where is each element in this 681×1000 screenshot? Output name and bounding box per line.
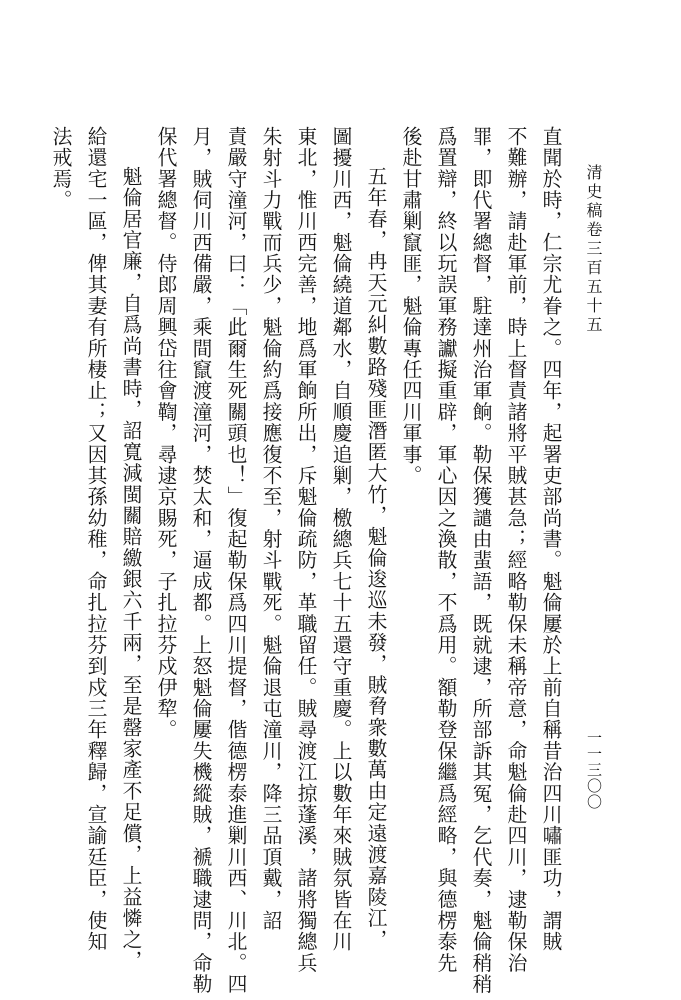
text-column: 保代署總督。侍郎周興岱往會鞫，尋逮京賜死，子扎拉芬戍伊犂。	[154, 126, 177, 741]
text-column: 罪，即代署總督，駐達州治軍餉。勒保獲譴由蜚語，既就逮，所部訴其冤，乞代奏，魁倫稍稍	[469, 126, 492, 995]
page-number: 一一三〇〇	[585, 730, 603, 810]
text-column: 責嚴守潼河，曰：「此爾生死關頭也！」復起勒保爲四川提督，偕德楞泰進剿川西、川北。四	[224, 126, 247, 995]
text-column: 直聞於時，仁宗尤眷之。四年，起署吏部尚書。魁倫屢於上前自稱昔治四川嘯匪功，謂賊	[539, 126, 562, 953]
text-column: 月，賊伺川西備嚴，乘間竄渡潼河，焚太和，逼成都。上怒魁倫屢失機縱賊，褫職逮問，命勒	[189, 126, 212, 995]
text-column: 東北，惟川西完善，地爲軍餉所出，斥魁倫疏防，革職留任。賊尋渡江掠蓬溪，諸將獨總兵	[294, 126, 317, 974]
body-text	[49, 126, 568, 995]
running-header-title: 清史稿卷三百五十五	[584, 164, 603, 335]
paragraph-start-column: 五年春，冉天元糾數路殘匪潛匿大竹，魁倫逡巡未發，賊脅衆數萬由定遠渡嘉陵江，	[364, 166, 387, 951]
paragraph-start-column: 魁倫居官廉，自爲尚書時，詔寬減閩關賠繳銀六千兩，至是罄家產不足償，上益憐之，	[119, 166, 142, 972]
text-column: 法戒焉。	[49, 126, 72, 211]
text-column: 爲置辯，終以玩誤軍務讞擬重辟，軍心因之渙散，不爲用。額勒登保繼爲經略，與德楞泰先	[434, 126, 457, 974]
text-column: 後赴甘肅剿竄匪，魁倫專任四川軍事。	[399, 126, 422, 487]
text-column: 不難辦，請赴軍前，時上督責諸將平賊甚急；經略勒保未稱帝意，命魁倫赴四川，逮勒保治	[504, 126, 527, 974]
text-column: 圖擾川西，魁倫繞道鄰水，自順慶追剿，檄總兵七十五還守重慶。上以數年來賊氛皆在川	[329, 126, 352, 953]
text-column: 給還宅一區，俾其妻有所棲止；又因其孫幼稚，命扎拉芬到戍三年釋歸，宣諭廷臣，使知	[84, 126, 107, 953]
text-column: 朱射斗力戰而兵少，魁倫約爲接應復不至，射斗戰死。魁倫退屯潼川，降三品頂戴，詔	[259, 126, 282, 932]
